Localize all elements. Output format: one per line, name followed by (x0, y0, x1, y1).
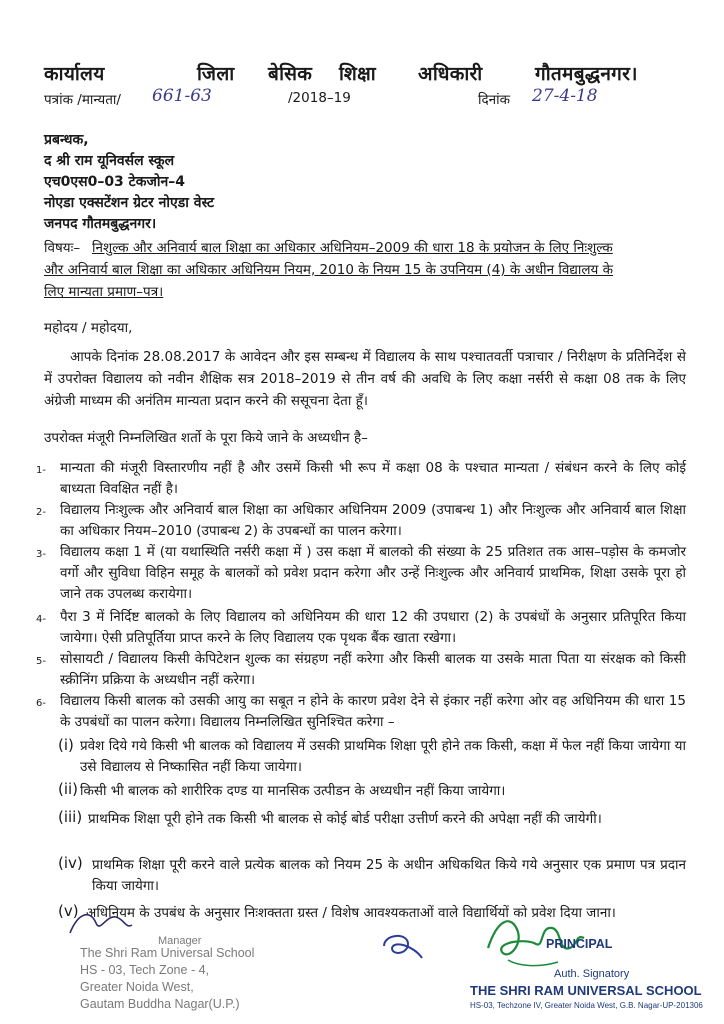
item-2-text: विद्यालय निःशुल्क और अनिवार्य बाल शिक्षा का अधिकार अधिनियम 2009 (उपाबन्ध 1) और निःशुल्क और अनिवार्य बाल शिक्षा का अधिकार नियम–2010 (उपाबन्ध 2) के उपबन्धों का पालन करेगा। (60, 502, 686, 539)
manager-stamp-title: Manager (158, 935, 202, 947)
manager-stamp-line-4: Gautam Buddha Nagar(U.P.) (80, 997, 240, 1011)
subitem-5-number: (v) (58, 902, 79, 920)
subitem-4-text: प्राथमिक शिक्षा पूरी करने वाले प्रत्येक बालक को नियम 25 के अधीन अधिकथित किये गये अनुसार एक प्रमाण पत्र प्रदान किया जायेगा। (92, 857, 686, 894)
item-1-number: 1- (36, 465, 46, 476)
ref-number: 661-63 (152, 86, 212, 106)
item-3-number: 3- (36, 549, 46, 560)
item-2-number: 2- (36, 507, 46, 518)
subject-line-1: निशुल्क और अनिवार्य बाल शिक्षा का अधिकार अधिनियम–2009 की धारा 18 के प्रयोजन के लिए निःशुल्क (92, 240, 613, 256)
subitem-4-number: (iv) (58, 854, 83, 872)
item-6-number: 6- (36, 698, 46, 709)
item-5-text: सोसायटी / विद्यालय किसी केपिटेशन शुल्क का संग्रहण नहीं करेगा और किसी बालक या उसके माता पिता या संरक्षक को किसी स्क्रीनिंग प्रक्रिया के अध्यधीन नहीं करेगा। (60, 651, 686, 688)
principal-stamp-auth: Auth. Signatory (554, 968, 630, 980)
subject-label: विषयः– (44, 240, 81, 256)
salutation: महोदय / महोदया, (44, 320, 133, 336)
address-line-1: प्रबन्धक, (44, 132, 89, 148)
subject-line-2: और अनिवार्य बाल शिक्षा का अधिकार अधिनियम नियम, 2010 के नियम 15 के उपनियम (4) के अधीन विद्यालय के (44, 262, 614, 278)
principal-stamp-title: PRINCIPAL (546, 937, 613, 951)
manager-stamp-line-1: The Shri Ram Universal School (80, 946, 255, 960)
principal-stamp-address: HS-03, Techzone IV, Greater Noida West, G.B. Nagar-UP-201306 (470, 1001, 703, 1010)
manager-signature-icon (66, 905, 136, 945)
address-line-5: जनपद गौतमबुद्धनगर। (44, 216, 157, 232)
ref-date-label: दिनांक (478, 92, 511, 108)
item-1-text: मान्यता की मंजूरी विस्तारणीय नहीं है और उसमें किसी भी रूप में कक्षा 08 के पश्चात मान्यता / संबंधन करने के लिए कोई बाध्यता विवक्षित नहीं है। (60, 460, 686, 497)
officer-signature-icon (378, 928, 428, 968)
item-6-text: विद्यालय किसी बालक को उसकी आयु का सबूत न होने के कारण प्रवेश देने से इंकार नहीं करेगा ओर वह अधिनियम की धारा 15 के उपबंधों का पालन करेगा। विद्यालय निम्नलिखित सुनिश्चित करेगा – (60, 693, 686, 730)
address-line-3: एच0एस0–03 टेकजोन–4 (44, 174, 186, 190)
header-education: शिक्षा (339, 63, 376, 85)
header-office: कार्यालय (44, 63, 105, 85)
ref-date: 27-4-18 (532, 86, 598, 106)
address-line-4: नोएडा एक्सटेंशन ग्रेटर नोएडा वेस्ट (44, 195, 215, 211)
header-city: गौतमबुद्धनगर। (535, 63, 638, 85)
ref-label: पत्रांक /मान्यता/ (44, 92, 121, 108)
ref-year: /2018–19 (288, 90, 351, 106)
item-3-text: विद्यालय कक्षा 1 में (या यथास्थिति नर्सरी कक्षा में ) उस कक्षा में बालको की संख्या के 25 प्रतिशत तक आस–पड़ोस के कमजोर वर्गो और सुविधा विहिन समूह के बालकों को प्रवेश प्रदान करेगा और उन्हें निःशुल्क और अनिवार्य प्राथमिक, शिक्षा उसके पूरा हो जाने तक उपलब्ध करायेगा। (60, 544, 686, 602)
item-4-number: 4- (36, 614, 46, 625)
principal-stamp-school: THE SHRI RAM UNIVERSAL SCHOOL (470, 983, 702, 998)
subitem-2-text: किसी भी बालक को शारीरिक दण्ड या मानसिक उत्पीडन के अध्यधीन नहीं किया जायेगा। (80, 783, 506, 799)
address-block (44, 130, 214, 235)
body-paragraph: आपके दिनांक 28.08.2017 के आवेदन और इस सम्बन्ध में विद्यालय के साथ पश्चातवर्ती पत्राचार / निरीक्षण के प्रतिनिर्देश से में उपरोक्त विद्यालय को नवीन शैक्षिक सत्र 2018–2019 से तीन वर्ष की अवधि के लिए कक्षा नर्सरी से कक्षा 08 तक के लिए अंग्रेजी माध्यम की अनंतिम मान्यता प्रदान करने की ससूचना देता हूँ। (44, 349, 686, 409)
manager-stamp-line-2: HS - 03, Tech Zone - 4, (80, 963, 209, 977)
subitem-3-text: प्राथमिक शिक्षा पूरी होने तक किसी भी बालक से कोई बोर्ड परीक्षा उत्तीर्ण करने की अपेक्षा नहीं की जायेगी। (88, 811, 602, 827)
conditions-intro: उपरोक्त मंजूरी निम्नलिखित शर्तो के पूरा किये जाने के अध्यधीन है– (44, 430, 368, 446)
subitem-1-number: (i) (58, 736, 74, 754)
item-4-text: पैरा 3 में निर्दिष्ट बालको के लिए विद्यालय को अधिनियम की धारा 12 की उपधारा (2) के उपबंधों के अनुसार प्रतिपूरित किया जायेगा। ऐसी प्रतिपूर्तिया प्राप्त करने के लिए विद्यालय एक पृथक बैंक खाता रखेगा। (60, 609, 686, 646)
subitem-1-text: प्रवेश दिये गये किसी भी बालक को विद्यालय में उसकी प्राथमिक शिक्षा पूरी होने तक किसी, कक्षा में फेल नहीं किया जायेगा या उसे विद्यालय से निष्कासित नहीं किया जायेगा। (80, 738, 686, 775)
subject-line-3: लिए मान्यता प्रमाण–पत्र। (44, 284, 164, 300)
address-line-2: द श्री राम यूनिवर्सल स्कूल (44, 153, 175, 169)
header-district: जिला (197, 63, 235, 85)
subitem-5-text: अधिनियम के उपबंध के अनुसार निःशक्तता ग्रस्त / विशेष आवश्यकताओं वाले विद्यार्थियों को प्रवेश दिया जाना। (86, 905, 616, 921)
header-basic: बेसिक (268, 63, 313, 85)
subitem-2-number: (ii) (58, 780, 79, 798)
manager-stamp-line-3: Greater Noida West, (80, 980, 194, 994)
subitem-3-number: (iii) (58, 808, 83, 826)
header-officer: अधिकारी (418, 63, 483, 85)
item-5-number: 5- (36, 656, 46, 667)
